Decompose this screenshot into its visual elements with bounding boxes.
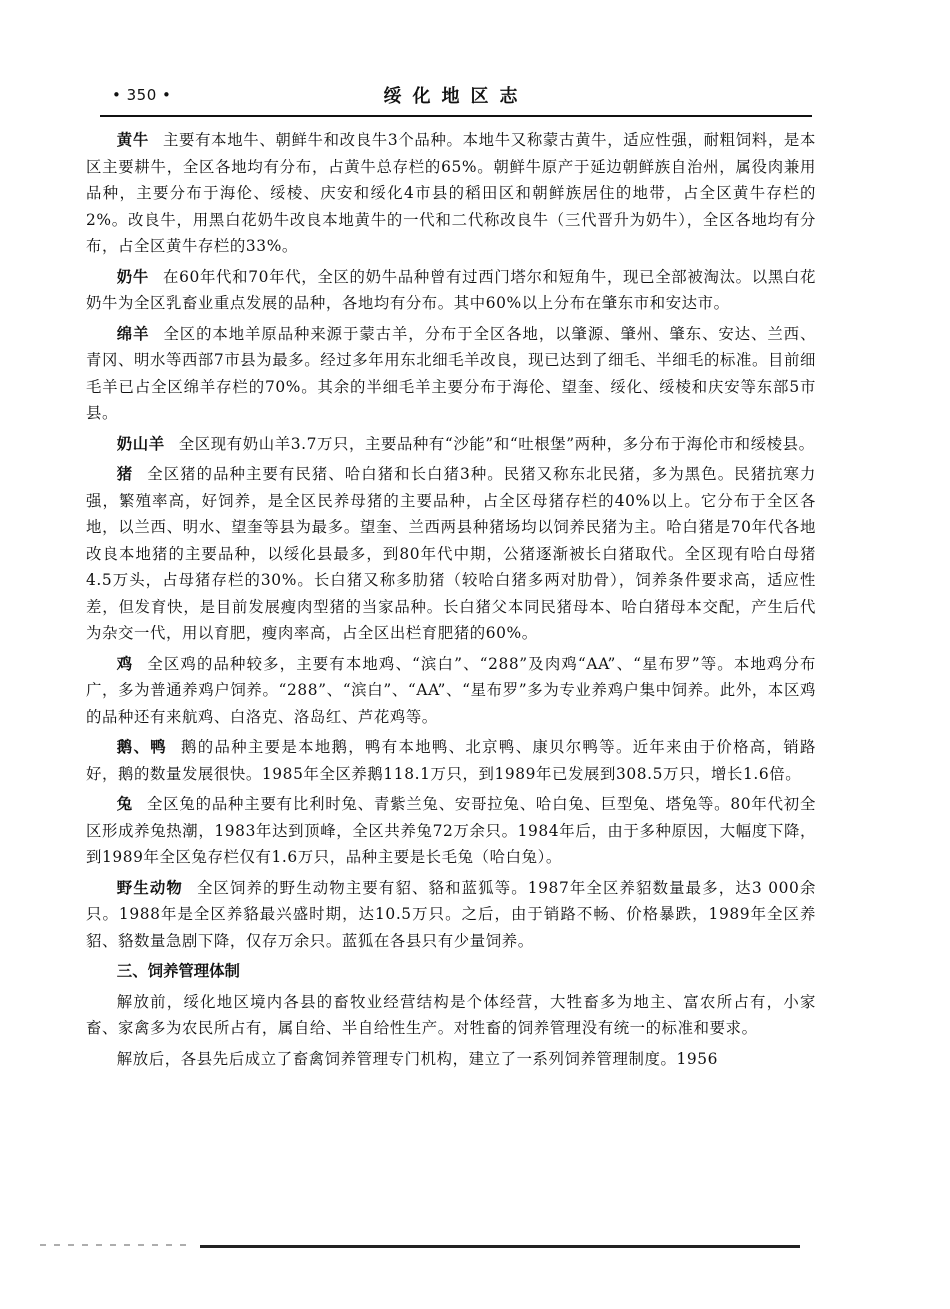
- paragraph-pig: [86, 461, 816, 647]
- paragraph-after-liberation: 解放后，各县先后成立了畜禽饲养管理专门机构，建立了一系列饲养管理制度。1956: [116, 1049, 719, 1068]
- paragraph-body: 全区鸡的品种较多，主要有本地鸡、“滨白”、“288”及肉鸡“AA”、“星布罗”等。本地鸡分布广，多为普通养鸡户饲养。“288”、“滨白”、“AA”、“星布罗”多为专业养鸡户集中饲养。此外，本区鸡的品种还有来航鸡、白洛克、洛岛红、芦花鸡等。: [86, 654, 816, 726]
- header-rule: [100, 115, 812, 117]
- term-label: 黄牛: [116, 131, 149, 149]
- term-label: 奶牛: [116, 267, 149, 286]
- paragraph-dairy-goat: [86, 431, 816, 458]
- term-label: 野生动物: [116, 878, 183, 897]
- paragraph-body: 主要有本地牛、朝鲜牛和改良牛3个品种。本地牛又称蒙古黄牛，适应性强，耐粗饲料，是本区主要耕牛，全区各地均有分布，占黄牛总存栏的65%。朝鲜牛原产于延边朝鲜族自治州，属役肉兼用品种，主要分布于海伦、绥棱、庆安和绥化4市县的稻田区和朝鲜族居住的地带，占全区黄牛存栏的2%。改良牛，用黑白花奶牛改良本地黄牛的一代和二代称改良牛（三代晋升为奶牛），全区各地均有分布，占全区黄牛存栏的33%。: [86, 131, 816, 255]
- paragraph-before-liberation: 解放前，绥化地区境内各县的畜牧业经营结构是个体经营，大牲畜多为地主、富农所占有，小家畜、家禽多为农民所占有，属自给、半自给性生产。对牲畜的饲养管理没有统一的标准和要求。: [86, 992, 816, 1037]
- paragraph-rabbit: [86, 791, 816, 871]
- footer-rule: [200, 1245, 800, 1248]
- main-text: [86, 127, 816, 1076]
- paragraph-dairy-cattle: [86, 264, 816, 317]
- paragraph-goose-duck: [86, 734, 816, 787]
- term-label: 奶山羊: [116, 434, 165, 453]
- term-label: 绵羊: [116, 324, 150, 343]
- paragraph-body: 全区兔的品种主要有比利时兔、青紫兰兔、安哥拉兔、哈白兔、巨型兔、塔兔等。80年代初全区形成养兔热潮，1983年达到顶峰，全区共养兔72万余只。1984年后，由于多种原因，大幅度下降，到1989年全区兔存栏仅有1.6万只，品种主要是长毛兔（哈白兔）。: [86, 795, 816, 866]
- term-label: 鹅、鸭: [116, 738, 167, 756]
- paragraph-body: 全区现有奶山羊3.7万只，主要品种有“沙能”和“吐根堡”两种，多分布于海伦市和绥棱县。: [178, 434, 815, 453]
- running-title: 绥化地区志: [383, 86, 529, 107]
- scan-artifact: [40, 1244, 190, 1246]
- paragraph-body: 全区的本地羊原品种来源于蒙古羊，分布于全区各地，以肇源、肇州、肇东、安达、兰西、青冈、明水等西部7市县为最多。经过多年用东北细毛羊改良，现已达到了细毛、半细毛的标准。目前细毛羊已占全区绵羊存栏的70%。其余的半细毛羊主要分布于海伦、望奎、绥化、绥棱和庆安等东部5市县。: [86, 324, 816, 422]
- page-header: [100, 82, 812, 118]
- paragraph-cattle: [86, 127, 816, 260]
- page-number: • 350 •: [112, 86, 172, 104]
- section-heading: 三、饲养管理体制: [116, 962, 240, 980]
- paragraph-sheep: [86, 321, 816, 427]
- paragraph-body: 鹅的品种主要是本地鹅，鸭有本地鸭、北京鸭、康贝尔鸭等。近年来由于价格高，销路好，鹅的数量发展很快。1985年全区养鹅118.1万只，到1989年已发展到308.5万只，增长1.6倍。: [86, 738, 816, 783]
- paragraph-wild-animals: [86, 875, 816, 955]
- paragraph-body: 全区猪的品种主要有民猪、哈白猪和长白猪3种。民猪又称东北民猪，多为黑色。民猪抗寒力强，繁殖率高，好饲养，是全区民养母猪的主要品种，占全区母猪存栏的40%以上。它分布于全区各地，以兰西、明水、望奎等县为最多。望奎、兰西两县种猪场均以饲养民猪为主。哈白猪是70年代各地改良本地猪的主要品种，以绥化县最多，到80年代中期，公猪逐渐被长白猪取代。全区现有哈白母猪4.5万头，占母猪存栏的30%。长白猪又称多肋猪（较哈白猪多两对肋骨），饲养条件要求高，适应性差，但发育快，是目前发展瘦肉型猪的当家品种。长白猪父本同民猪母本、哈白猪母本交配，产生后代为杂交一代，用以育肥，瘦肉率高，占全区出栏育肥猪的60%。: [86, 465, 816, 642]
- term-label: 猪: [116, 465, 134, 483]
- paragraph-chicken: [86, 651, 816, 731]
- term-label: 兔: [116, 795, 134, 813]
- term-label: 鸡: [116, 654, 134, 673]
- paragraph-body: 全区饲养的野生动物主要有貂、貉和蓝狐等。1987年全区养貂数量最多，达3 000余只。1988年是全区养貉最兴盛时期，达10.5万只。之后，由于销路不畅、价格暴跌，1989年全区养貂、貉数量急剧下降，仅存万余只。蓝狐在各县只有少量饲养。: [86, 878, 816, 950]
- paragraph-body: 在60年代和70年代，全区的奶牛品种曾有过西门塔尔和短角牛，现已全部被淘汰。以黑白花奶牛为全区乳畜业重点发展的品种，各地均有分布。其中60%以上分布在肇东市和安达市。: [86, 267, 817, 312]
